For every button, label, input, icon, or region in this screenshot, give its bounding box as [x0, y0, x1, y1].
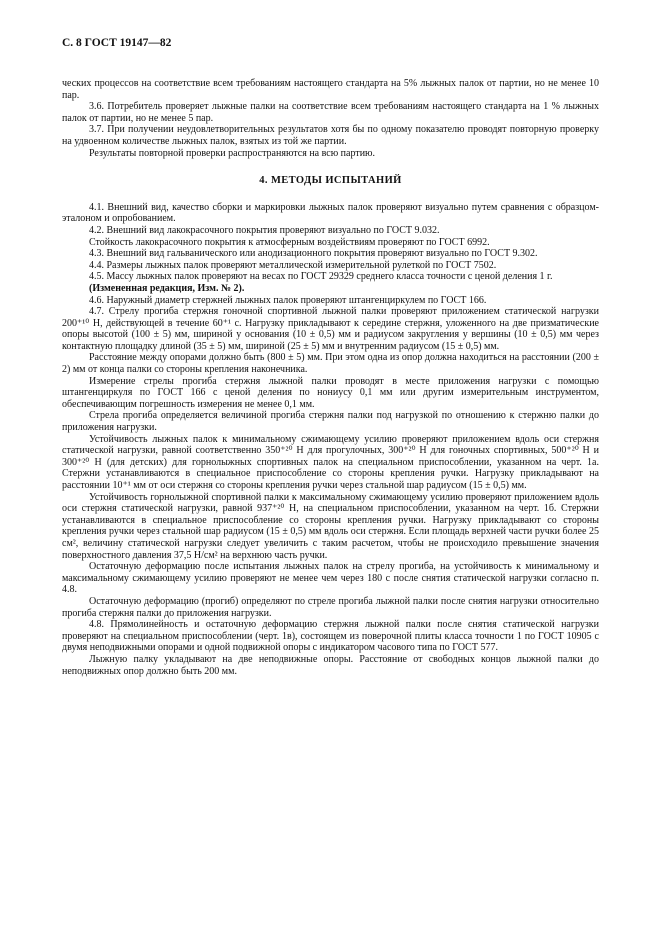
- document-body: [62, 78, 599, 677]
- section-4-body: [62, 202, 599, 677]
- paragraph: 4.7. Стрелу прогиба стержня гоночной спортивной лыжной палки проверяют приложением статической нагрузки 200⁺¹⁰ Н, действующей в течение 60⁺¹ с. Нагрузку прикладывают к середине стержня, уложенного на две призматические опоры высотой (100 ± 5) мм, шириной у основания (10 ± 0,5) мм и радиусом закругления у вершины (10 ± 0,5) мм через контактную площадку длиной (35 ± 5) мм, шириной (25 ± 5) мм и внутренним радиусом (15 ± 0,5) мм.: [62, 306, 599, 352]
- paragraph: Расстояние между опорами должно быть (800 ± 5) мм. При этом одна из опор должна находиться на расстоянии (200 ± 2) мм от конца палки со стороны крепления наконечника.: [62, 352, 599, 376]
- paragraph: (Измененная редакция, Изм. № 2).: [89, 282, 245, 294]
- page-header: С. 8 ГОСТ 19147—82: [62, 37, 172, 49]
- section-3-continuation: [62, 78, 599, 159]
- paragraph: Остаточную деформацию (прогиб) определяют по стреле прогиба лыжной палки после снятия нагрузки относительно прогиба стержня палки до приложения нагрузки.: [62, 595, 599, 619]
- section-heading: 4. МЕТОДЫ ИСПЫТАНИЙ: [259, 175, 402, 187]
- paragraph: 3.7. При получении неудовлетворительных результатов хотя бы по одному показателю проводят повторную проверку на удвоенном количестве лыжных палок, взятых из той же партии.: [62, 124, 599, 147]
- paragraph: 4.3. Внешний вид гальванического или анодизационного покрытия проверяют визуально по ГОСТ 9.302.: [89, 248, 538, 260]
- paragraph: Стрела прогиба определяется величиной прогиба стержня палки под нагрузкой по отношению к стержню палки до приложения нагрузки.: [62, 410, 599, 434]
- paragraph: 4.4. Размеры лыжных палок проверяют металлической измерительной рулеткой по ГОСТ 7502.: [89, 259, 497, 271]
- paragraph: Устойчивость лыжных палок к минимальному сжимающему усилию проверяют приложением вдоль оси стержня статической нагрузки, равной соответственно 350⁺²⁰ Н для прогулочных, 300⁺²⁰ Н для гоночных спортивных, 500⁺²⁰ Н и 300⁺²⁰ Н (для детских) для горнолыжных спортивных палок на специальном приспособлении, указанном на черт. 1а. Стержни устанавливаются в специальное приспособление со стороны крепления ручки. Нагрузку прикладывают на расстоянии 10⁺¹ мм от оси стержня со стороны крепления ручки через стальной шар радиусом (15 ± 0,5) мм.: [62, 433, 599, 491]
- paragraph: Стойкость лакокрасочного покрытия к атмосферным воздействиям проверяют по ГОСТ 6992.: [89, 236, 490, 248]
- paragraph: 4.5. Массу лыжных палок проверяют на весах по ГОСТ 29329 среднего класса точности с ценой деления 1 г.: [89, 271, 553, 283]
- paragraph: 4.2. Внешний вид лакокрасочного покрытия проверяют визуально по ГОСТ 9.032.: [89, 224, 440, 236]
- paragraph: 4.8. Прямолинейность и остаточную деформацию стержня лыжной палки после снятия статической нагрузки проверяют на специальном приспособлении (черт. 1в), состоящем из поверочной плиты класса точности 1 по ГОСТ 10905 с двумя неподвижными опорами и одной подвижной опоры с индикатором часового типа по ГОСТ 577.: [62, 619, 599, 654]
- paragraph: ческих процессов на соответствие всем требованиям настоящего стандарта на 5% лыжных палок от партии, но не менее 10 пар.: [62, 78, 599, 101]
- paragraph: Лыжную палку укладывают на две неподвижные опоры. Расстояние от свободных концов лыжной палки до неподвижных опор должно быть 200 мм.: [62, 653, 599, 677]
- paragraph: Измерение стрелы прогиба стержня лыжной палки проводят в месте приложения нагрузки с помощью штангенциркуля по ГОСТ 166 с ценой деления по нониусу 0,1 мм или другим измерительным инструментом, обеспечивающим погрешность измерения не менее 0,1 мм.: [62, 375, 599, 410]
- paragraph: Остаточную деформацию после испытания лыжных палок на стрелу прогиба, на устойчивость к минимальному и максимальному сжимающему усилию проверяют не менее чем через 180 с после снятия статической нагрузки согласно п. 4.8.: [62, 561, 599, 596]
- paragraph: 4.6. Наружный диаметр стержней лыжных палок проверяют штангенциркулем по ГОСТ 166.: [89, 294, 487, 306]
- paragraph: Результаты повторной проверки распространяются на всю партию.: [89, 147, 376, 159]
- paragraph: Устойчивость горнолыжной спортивной палки к максимальному сжимающему усилию проверяют приложением вдоль оси стержня статической нагрузки, равной 937⁺²⁰ Н, на специальном приспособлении, указанном на черт. 1б. Стержни устанавливаются в специальное приспособление со стороны крепления ручки. Нагрузку прикладывают со стороны крепления ручки через стальной шар радиусом (15 ± 0,5) мм вдоль оси стержня. Если площадь верхней части ручки более 25 см², величину статической нагрузки следует увеличить с таким расчетом, чтобы не происходило превышение значения поверхностного давления 37,5 Н/см² на верхнюю часть ручки.: [62, 491, 599, 561]
- paragraph: 3.6. Потребитель проверяет лыжные палки на соответствие всем требованиям настоящего стандарта на 1 % лыжных палок от партии, но не менее 5 пар.: [62, 101, 599, 124]
- paragraph: 4.1. Внешний вид, качество сборки и маркировки лыжных палок проверяют визуально путем сравнения с образцом-эталоном и опробованием.: [62, 201, 599, 225]
